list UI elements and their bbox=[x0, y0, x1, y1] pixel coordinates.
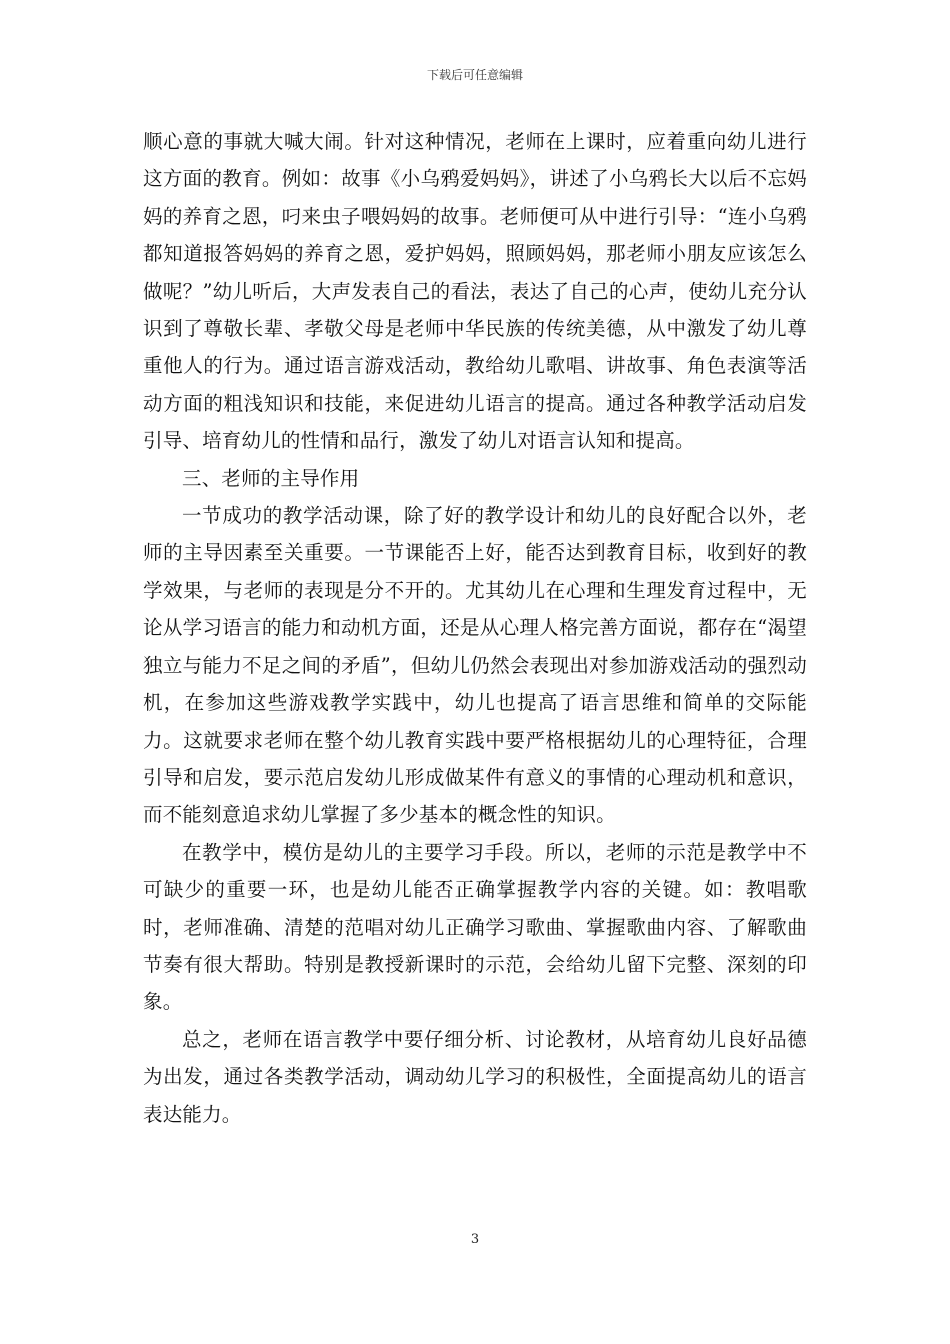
section-heading: 三、老师的主导作用 bbox=[182, 466, 360, 490]
document-body bbox=[143, 123, 807, 1133]
paragraph-continuation: 顺心意的事就大喊大闹。针对这种情况，老师在上课时，应着重向幼儿进行这方面的教育。例如：故事《小乌鸦爱妈妈》，讲述了小乌鸦长大以后不忘妈妈的养育之恩，叼来虫子喂妈妈的故事。老师便可从中进行引导：“连小乌鸦都知道报答妈妈的养育之恩，爱护妈妈，照顾妈妈，那老师小朋友应该怎么做呢？”幼儿听后，大声发表自己的看法，表达了自己的心声，使幼儿充分认识到了尊敬长辈、孝敬父母是老师中华民族的传统美德，从中激发了幼儿尊重他人的行为。通过语言游戏活动，教给幼儿歌唱、讲故事、角色表演等活动方面的粗浅知识和技能，来促进幼儿语言的提高。通过各种教学活动启发引导、培育幼儿的性情和品行，激发了幼儿对语言认知和提高。 bbox=[143, 130, 807, 453]
paragraph: 一节成功的教学活动课，除了好的教学设计和幼儿的良好配合以外，老师的主导因素至关重要。一节课能否上好，能否达到教育目标，收到好的教学效果，与老师的表现是分不开的。尤其幼儿在心理和生理发育过程中，无论从学习语言的能力和动机方面，还是从心理人格完善方面说，都存在“渴望独立与能力不足之间的矛盾”，但幼儿仍然会表现出对参加游戏活动的强烈动机，在参加这些游戏教学实践中，幼儿也提高了语言思维和简单的交际能力。这就要求老师在整个幼儿教育实践中要严格根据幼儿的心理特征，合理引导和启发，要示范启发幼儿形成做某件有意义的事情的心理动机和意识，而不能刻意追求幼儿掌握了多少基本的概念性的知识。 bbox=[143, 504, 807, 827]
page-number: 3 bbox=[470, 1232, 480, 1247]
page-header: 下载后可任意编辑 bbox=[426, 68, 523, 82]
paragraph: 在教学中，模仿是幼儿的主要学习手段。所以，老师的示范是教学中不可缺少的重要一环，也是幼儿能否正确掌握教学内容的关键。如：教唱歌时，老师准确、清楚的范唱对幼儿正确学习歌曲、掌握歌曲内容、了解歌曲节奏有很大帮助。特别是教授新课时的示范，会给幼儿留下完整、深刻的印象。 bbox=[143, 840, 807, 1014]
paragraph: 总之，老师在语言教学中要仔细分析、讨论教材，从培育幼儿良好品德为出发，通过各类教学活动，调动幼儿学习的积极性，全面提高幼儿的语言表达能力。 bbox=[143, 1027, 807, 1126]
